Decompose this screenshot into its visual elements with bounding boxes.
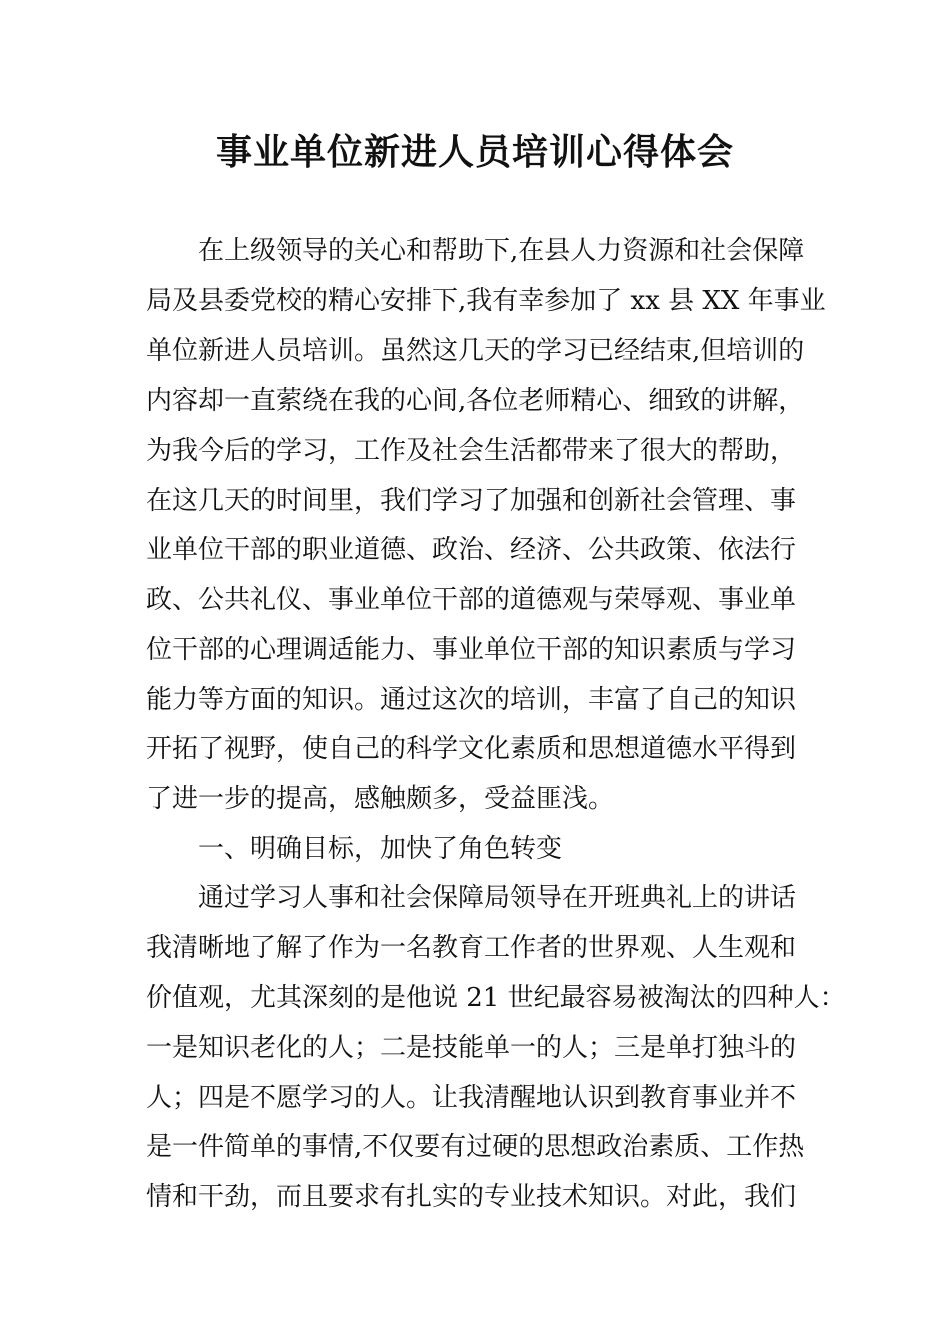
text-line: 通过学习人事和社会保障局领导在开班典礼上的讲话 (198, 883, 797, 913)
text-line: 一是知识老化的人；二是技能单一的人；三是单打独斗的 (146, 1033, 797, 1063)
text-line: 在这几天的时间里，我们学习了加强和创新社会管理、事 (146, 486, 797, 516)
text-line: 为我今后的学习，工作及社会生活都带来了很大的帮助， (146, 436, 797, 466)
text-line: 是一件简单的事情,不仅要有过硬的思想政治素质、工作热 (146, 1132, 805, 1162)
text-line: 情和干劲，而且要求有扎实的专业技术知识。对此，我们 (146, 1182, 797, 1212)
text-line: 业单位干部的职业道德、政治、经济、公共政策、依法行 (146, 535, 797, 565)
section-heading: 一、明确目标，加快了角色转变 (198, 834, 563, 864)
text-line: 了进一步的提高，感触颇多，受益匪浅。 (146, 784, 615, 814)
text-line: 价值观，尤其深刻的是他说 21 世纪最容易被淘汰的四种人： (146, 983, 846, 1013)
text-line: 内容却一直萦绕在我的心间,各位老师精心、细致的讲解， (146, 386, 805, 416)
text-line: 人；四是不愿学习的人。让我清醒地认识到教育事业并不 (146, 1083, 797, 1113)
text-line: 开拓了视野，使自己的科学文化素质和思想道德水平得到 (146, 734, 797, 764)
text-line: 政、公共礼仪、事业单位干部的道德观与荣辱观、事业单 (146, 585, 797, 615)
text-line: 位干部的心理调适能力、事业单位干部的知识素质与学习 (146, 635, 797, 665)
text-line: 局及县委党校的精心安排下,我有幸参加了 xx 县 XX 年事业 (146, 286, 826, 316)
text-line: 能力等方面的知识。通过这次的培训，丰富了自己的知识 (146, 685, 797, 715)
text-line: 在上级领导的关心和帮助下,在县人力资源和社会保障 (198, 236, 805, 266)
text-line: 我清晰地了解了作为一名教育工作者的世界观、人生观和 (146, 933, 797, 963)
document-title: 事业单位新进人员培训心得体会 (215, 131, 734, 173)
text-line: 单位新进人员培训。虽然这几天的学习已经结束,但培训的 (146, 336, 805, 366)
